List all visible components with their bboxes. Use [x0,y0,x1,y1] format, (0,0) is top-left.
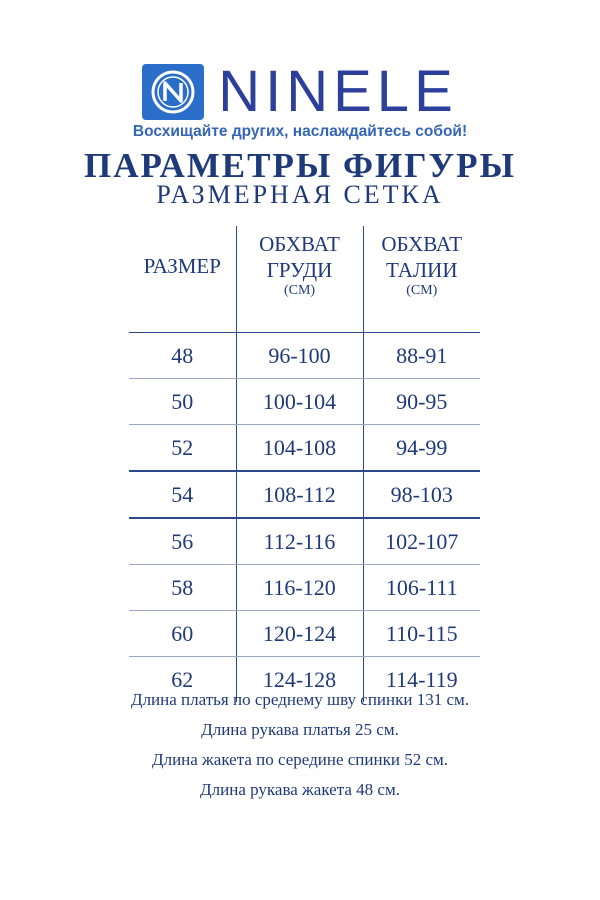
table-row [129,333,480,379]
cell-size: 50 [129,379,236,425]
cell-size: 52 [129,425,236,472]
n-in-circle-icon [142,64,204,120]
cell-waist: 114-119 [363,657,480,703]
table-row [129,565,480,611]
cell-bust: 100-104 [236,379,363,425]
header-waist-line1: ОБХВАТ [381,232,463,256]
note-jacket-sleeve: Длина рукава жакета 48 см. [200,780,400,799]
table-row [129,471,480,518]
cell-bust: 112-116 [236,518,363,565]
cell-size: 48 [129,333,236,379]
cell-size: 56 [129,518,236,565]
header-bust-unit: (СМ) [283,283,316,298]
note-dress-sleeve: Длина рукава платья 25 см. [201,720,399,739]
page-title: ПАРАМЕТРЫ ФИГУРЫ [84,146,516,185]
cell-waist: 90-95 [363,379,480,425]
cell-waist: 88-91 [363,333,480,379]
cell-size: 62 [171,666,194,692]
table-header-row [129,226,480,333]
cell-size: 58 [129,565,236,611]
table-row [129,425,480,472]
cell-bust: 124-128 [236,657,363,703]
cell-waist: 102-107 [363,518,480,565]
cell-size: 54 [129,471,236,518]
size-chart-table [129,226,480,702]
table-row [129,518,480,565]
cell-waist: 110-115 [363,611,480,657]
table-row [129,379,480,425]
cell-bust: 120-124 [236,611,363,657]
header-size: РАЗМЕР [129,226,236,333]
header-waist [363,226,480,333]
brand-slogan: Восхищайте других, наслаждайтесь собой! [132,123,468,140]
cell-bust: 108-112 [236,471,363,518]
table-row [129,611,480,657]
header-bust [236,226,363,333]
note-dress-length: Длина платья по среднему шву спинки 131 см. [130,690,470,709]
measurement-notes [0,688,600,808]
brand-logo [0,59,600,124]
cell-size: 60 [129,611,236,657]
cell-waist: 106-111 [363,565,480,611]
cell-bust: 116-120 [236,565,363,611]
note-jacket-length: Длина жакета по середине спинки 52 см. [151,750,449,769]
cell-waist: 94-99 [363,425,480,472]
brand-name: NINELE [218,59,458,124]
header-waist-line2: ТАЛИИ [385,258,458,282]
header-waist-unit: (СМ) [406,283,438,298]
cell-bust: 104-108 [236,425,363,472]
header-bust-line2: ГРУДИ [266,258,333,282]
cell-bust: 96-100 [236,333,363,379]
page-subtitle: РАЗМЕРНАЯ СЕТКА [156,180,444,209]
cell-waist: 98-103 [363,471,480,518]
header-bust-line1: ОБХВАТ [259,232,340,256]
